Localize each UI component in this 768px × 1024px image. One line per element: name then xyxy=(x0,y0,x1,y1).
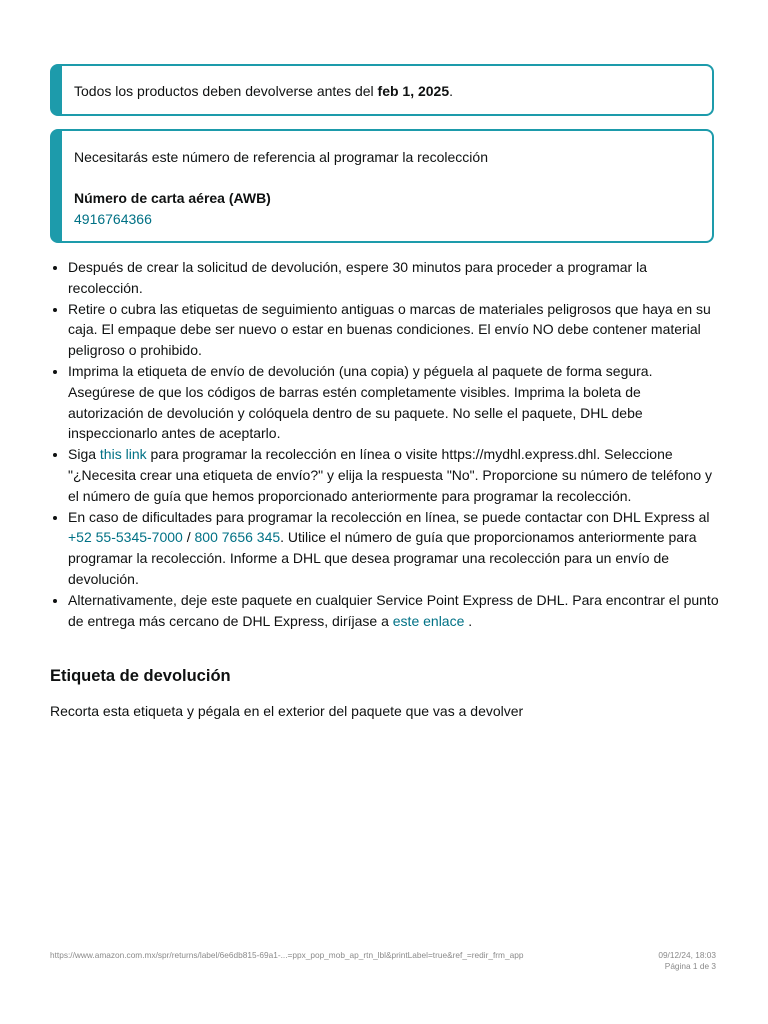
instruction-contact-before: En caso de dificultades para programar la recolección en línea, se puede contactar con DHL Express al xyxy=(68,508,710,525)
instruction-wait xyxy=(68,257,720,299)
print-datetime: 09/12/24, 18:03 xyxy=(658,950,716,960)
deadline-date: feb 1, 2025 xyxy=(377,83,450,99)
instruction-print-label xyxy=(68,361,720,444)
dhl-phone-link-1[interactable]: +52 55-5345-7000 xyxy=(68,529,183,546)
instruction-schedule-before: Siga xyxy=(68,446,100,463)
phone-separator: / xyxy=(182,529,195,546)
return-deadline-alert xyxy=(50,64,714,116)
deadline-suffix: . xyxy=(449,83,454,99)
page-indicator: Página 1 de 3 xyxy=(664,961,716,971)
reference-intro: Necesitarás este número de referencia al programar la recolección xyxy=(74,149,488,165)
instruction-service-point xyxy=(68,590,720,632)
print-footer-url: https://www.amazon.com.mx/spr/returns/label/6e6db815-69a1-...=ppx_pop_mob_ap_rtn_lbl&printLabel=true&ref_=redir_frm_app xyxy=(50,950,524,960)
instruction-contact-after: . Utilice el número de guía que proporcionamos anteriormente para programar la recolección. Informe a DHL que desea programar una recolección para un envío de devolución. xyxy=(68,529,697,587)
instruction-service-point-before: Alternativamente, deje este paquete en cualquier Service Point Express de DHL. Para encontrar el punto de entrega más cercano de DHL Express, diríjase a xyxy=(68,591,719,629)
reference-number-alert xyxy=(50,129,714,243)
awb-label: Número de carta aérea (AWB) xyxy=(74,190,271,206)
awb-number: 4916764366 xyxy=(74,211,152,227)
instruction-remove-labels xyxy=(68,299,720,361)
return-label-subtitle: Recorta esta etiqueta y pégala en el exterior del paquete que vas a devolver xyxy=(50,703,524,719)
instruction-schedule-after: para programar la recolección en línea o visite https://mydhl.express.dhl. Seleccione "¿Necesita crear una etiqueta de envío?" y elija la respuesta "No". Proporcione su número de teléfono y el número de guía que hemos proporcionado anteriormente para programar la recolección. xyxy=(68,446,713,504)
dhl-phone-link-2[interactable]: 800 7656 345 xyxy=(194,529,281,546)
print-footer-meta xyxy=(658,950,716,972)
service-point-link[interactable]: este enlace xyxy=(392,612,465,629)
instruction-service-point-after: . xyxy=(464,612,473,629)
return-label-heading: Etiqueta de devolución xyxy=(50,667,231,685)
return-instructions-list xyxy=(50,257,720,631)
instruction-remove-labels-text: Retire o cubra las etiquetas de seguimiento antiguas o marcas de materiales peligrosos que haya en su caja. El empaque debe ser nuevo o estar en buenas condiciones. El envío NO debe contener material peligroso o prohibido. xyxy=(68,300,711,359)
deadline-prefix: Todos los productos deben devolverse antes del xyxy=(74,83,378,99)
instruction-schedule-online xyxy=(68,444,720,506)
instruction-contact-dhl xyxy=(68,507,720,590)
instruction-wait-text: Después de crear la solicitud de devolución, espere 30 minutos para proceder a programar la recolección. xyxy=(68,259,647,296)
this-link[interactable]: this link xyxy=(99,446,147,463)
instruction-print-label-text: Imprima la etiqueta de envío de devolución (una copia) y péguela al paquete de forma segura. Asegúrese de que los códigos de barras estén completamente visibles. Imprima la boleta de autorización de devolución y colóquela dentro de su paquete. No selle el paquete, DHL debe inspeccionarlo antes de aceptarlo. xyxy=(68,362,653,442)
return-deadline-text xyxy=(74,82,453,100)
